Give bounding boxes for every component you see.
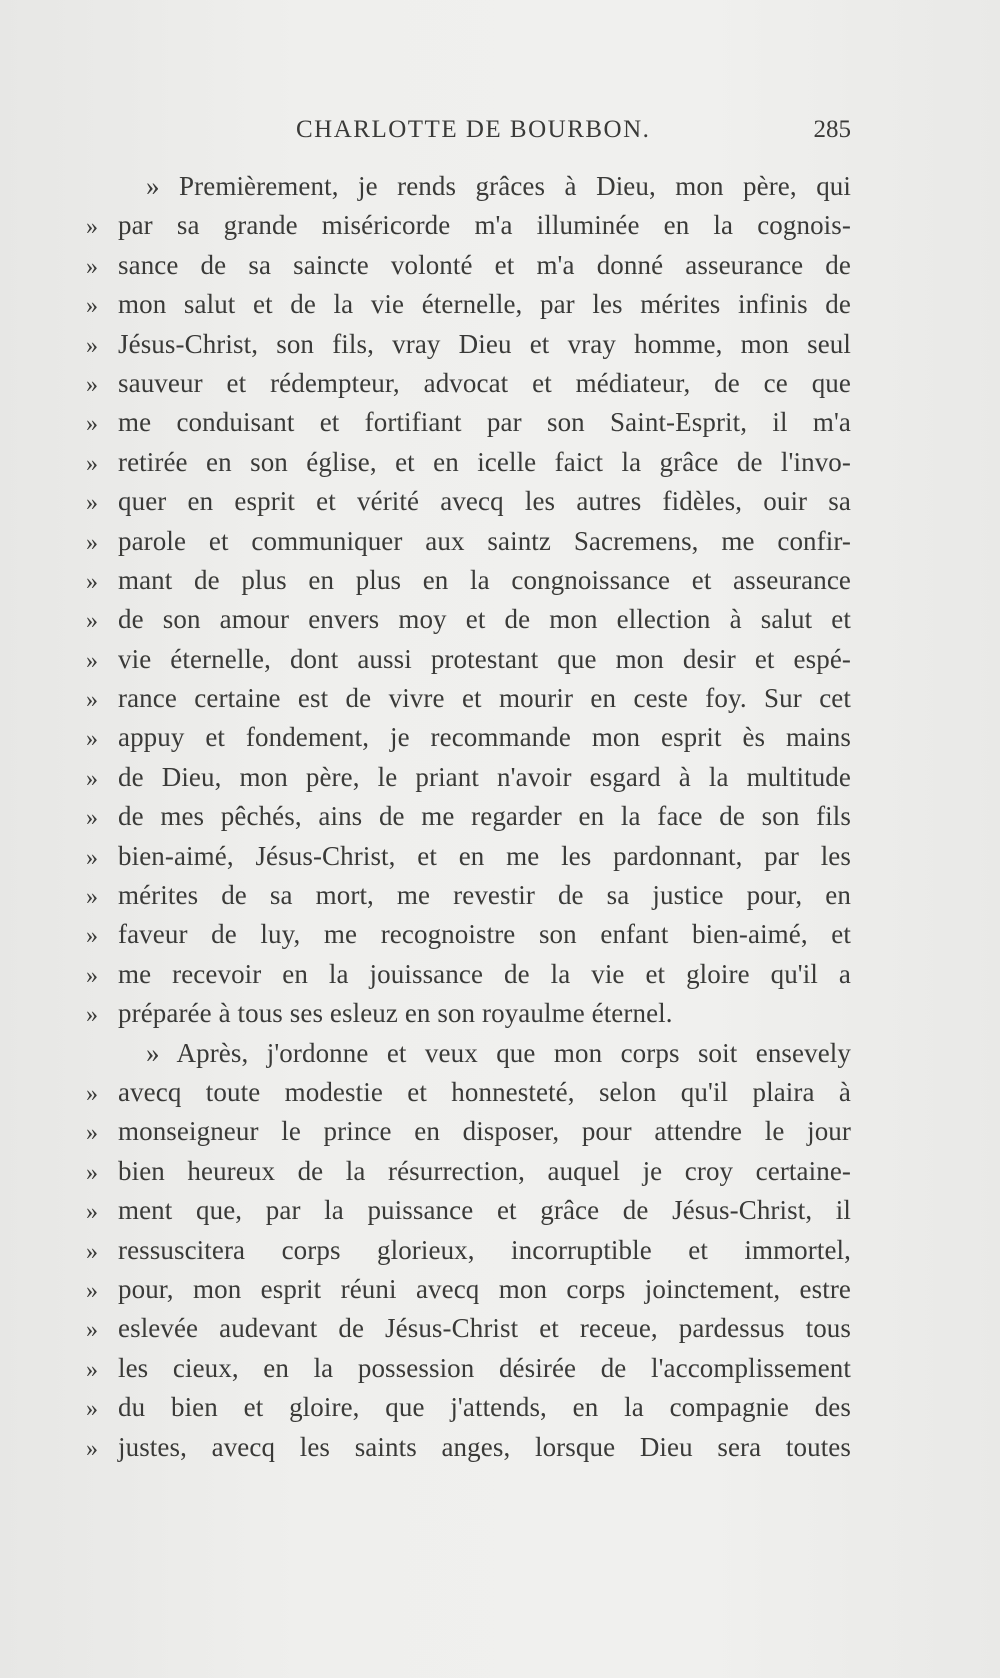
quote-mark: » [86,529,98,556]
line-text: ment que, par la puissance et grâce de Jésus-Christ, il [118,1195,851,1226]
line-text: du bien et gloire, que j'attends, en la compagnie des [118,1392,851,1423]
quote-mark: » [86,1002,98,1029]
text-line [86,876,851,915]
line-text: Jésus-Christ, son fils, vray Dieu et vray homme, mon seul [118,328,851,359]
line-text: quer en esprit et vérité avecq les autres fidèles, ouir sa [118,486,851,517]
line-text: les cieux, en la possession désirée de l'accomplissement [118,1352,851,1383]
quote-mark: » [86,962,98,989]
text-line [86,600,851,639]
quote-mark: » [86,411,98,438]
line-text: de mes pêchés, ains de me regarder en la face de son fils [118,801,851,832]
text-line [86,640,851,679]
text-line [86,1388,851,1427]
quote-mark: » [86,923,98,950]
text-line [86,1112,851,1151]
line-text: bien heureux de la résurrection, auquel je croy certaine- [118,1155,851,1186]
text-line [86,1073,851,1112]
quote-mark: » [86,1396,98,1423]
line-text: me recevoir en la jouissance de la vie et gloire qu'il a [118,958,851,989]
line-text: sance de sa saincte volonté et m'a donné asseurance de [118,249,851,280]
line-text: eslevée audevant de Jésus-Christ et receue, pardessus tous [118,1313,851,1344]
quote-mark: » [86,1080,98,1107]
quote-mark: » [86,332,98,359]
text-line [86,1270,851,1309]
text-line [86,1428,851,1467]
quote-mark: » [86,1435,98,1462]
quote-mark: » [86,687,98,714]
quote-mark: » [86,884,98,911]
line-text: me conduisant et fortifiant par son Saint-Esprit, il m'a [118,407,851,438]
quote-mark: » [86,608,98,635]
text-line [86,797,851,836]
text-line [86,955,851,994]
quote-mark: » [86,1159,98,1186]
text-line [86,1231,851,1270]
quote-mark: » [86,805,98,832]
line-text: pour, mon esprit réuni avecq mon corps joinctement, estre [118,1273,851,1304]
text-line [86,837,851,876]
line-text: mon salut et de la vie éternelle, par les mérites infinis de [118,289,851,320]
line-text: mant de plus en plus en la congnoissance et asseurance [118,564,851,595]
line-text: rance certaine est de vivre et mourir en ceste foy. Sur cet [118,683,851,714]
text-line [86,1034,851,1073]
running-title: CHARLOTTE DE BOURBON. [296,116,651,143]
text-line [86,285,851,324]
line-text: appuy et fondement, je recommande mon esprit ès mains [118,722,851,753]
line-text: » Après, j'ordonne et veux que mon corps soit ensevely [146,1037,851,1068]
text-line [86,758,851,797]
line-text: faveur de luy, me recognoistre son enfant bien-aimé, et [118,919,851,950]
page-header [296,116,851,156]
page-number: 285 [813,116,851,143]
line-text: préparée à tous ses esleuz en son royaulme éternel. [118,998,673,1029]
line-text: bien-aimé, Jésus-Christ, et en me les pardonnant, par les [118,840,851,871]
quote-mark: » [86,293,98,320]
text-line [86,246,851,285]
text-line [86,679,851,718]
text-line [86,718,851,757]
body-text [86,167,851,1467]
quote-mark: » [86,450,98,477]
line-text: » Premièrement, je rends grâces à Dieu, mon père, qui [146,171,851,201]
line-text: retirée en son église, et en icelle faict la grâce de l'invo- [118,446,851,477]
quote-mark: » [86,253,98,280]
line-text: ressuscitera corps glorieux, incorruptible et immortel, [118,1234,851,1265]
line-text: de son amour envers moy et de mon ellection à salut et [118,604,851,635]
text-line [86,325,851,364]
line-text: avecq toute modestie et honnesteté, selon qu'il plaira à [118,1076,851,1107]
quote-mark: » [86,490,98,517]
quote-mark: » [86,647,98,674]
text-line [86,1191,851,1230]
quote-mark: » [86,1356,98,1383]
line-text: mérites de sa mort, me revestir de sa justice pour, en [118,880,851,911]
text-line [86,1349,851,1388]
quote-mark: » [86,844,98,871]
text-line [86,364,851,403]
text-line [86,167,851,206]
quote-mark: » [86,214,98,241]
text-line [86,403,851,442]
line-text: parole et communiquer aux saintz Sacremens, me confir- [118,525,851,556]
text-line [86,443,851,482]
line-text: monseigneur le prince en disposer, pour attendre le jour [118,1116,851,1147]
text-line [86,206,851,245]
text-line [86,994,851,1033]
quote-mark: » [86,1238,98,1265]
quote-mark: » [86,1199,98,1226]
quote-mark: » [86,1277,98,1304]
line-text: vie éternelle, dont aussi protestant que mon desir et espé- [118,643,851,674]
quote-mark: » [86,1120,98,1147]
quote-mark: » [86,726,98,753]
text-line [86,522,851,561]
text-line [86,1309,851,1348]
quote-mark: » [86,568,98,595]
text-line [86,1152,851,1191]
line-text: par sa grande miséricorde m'a illuminée en la cognois- [118,210,851,241]
text-line [86,915,851,954]
line-text: de Dieu, mon père, le priant n'avoir esgard à la multitude [118,761,851,792]
quote-mark: » [86,1317,98,1344]
quote-mark: » [86,371,98,398]
quote-mark: » [86,765,98,792]
line-text: justes, avecq les saints anges, lorsque Dieu sera toutes [118,1431,851,1462]
text-line [86,482,851,521]
line-text: sauveur et rédempteur, advocat et médiateur, de ce que [118,367,851,398]
text-line [86,561,851,600]
